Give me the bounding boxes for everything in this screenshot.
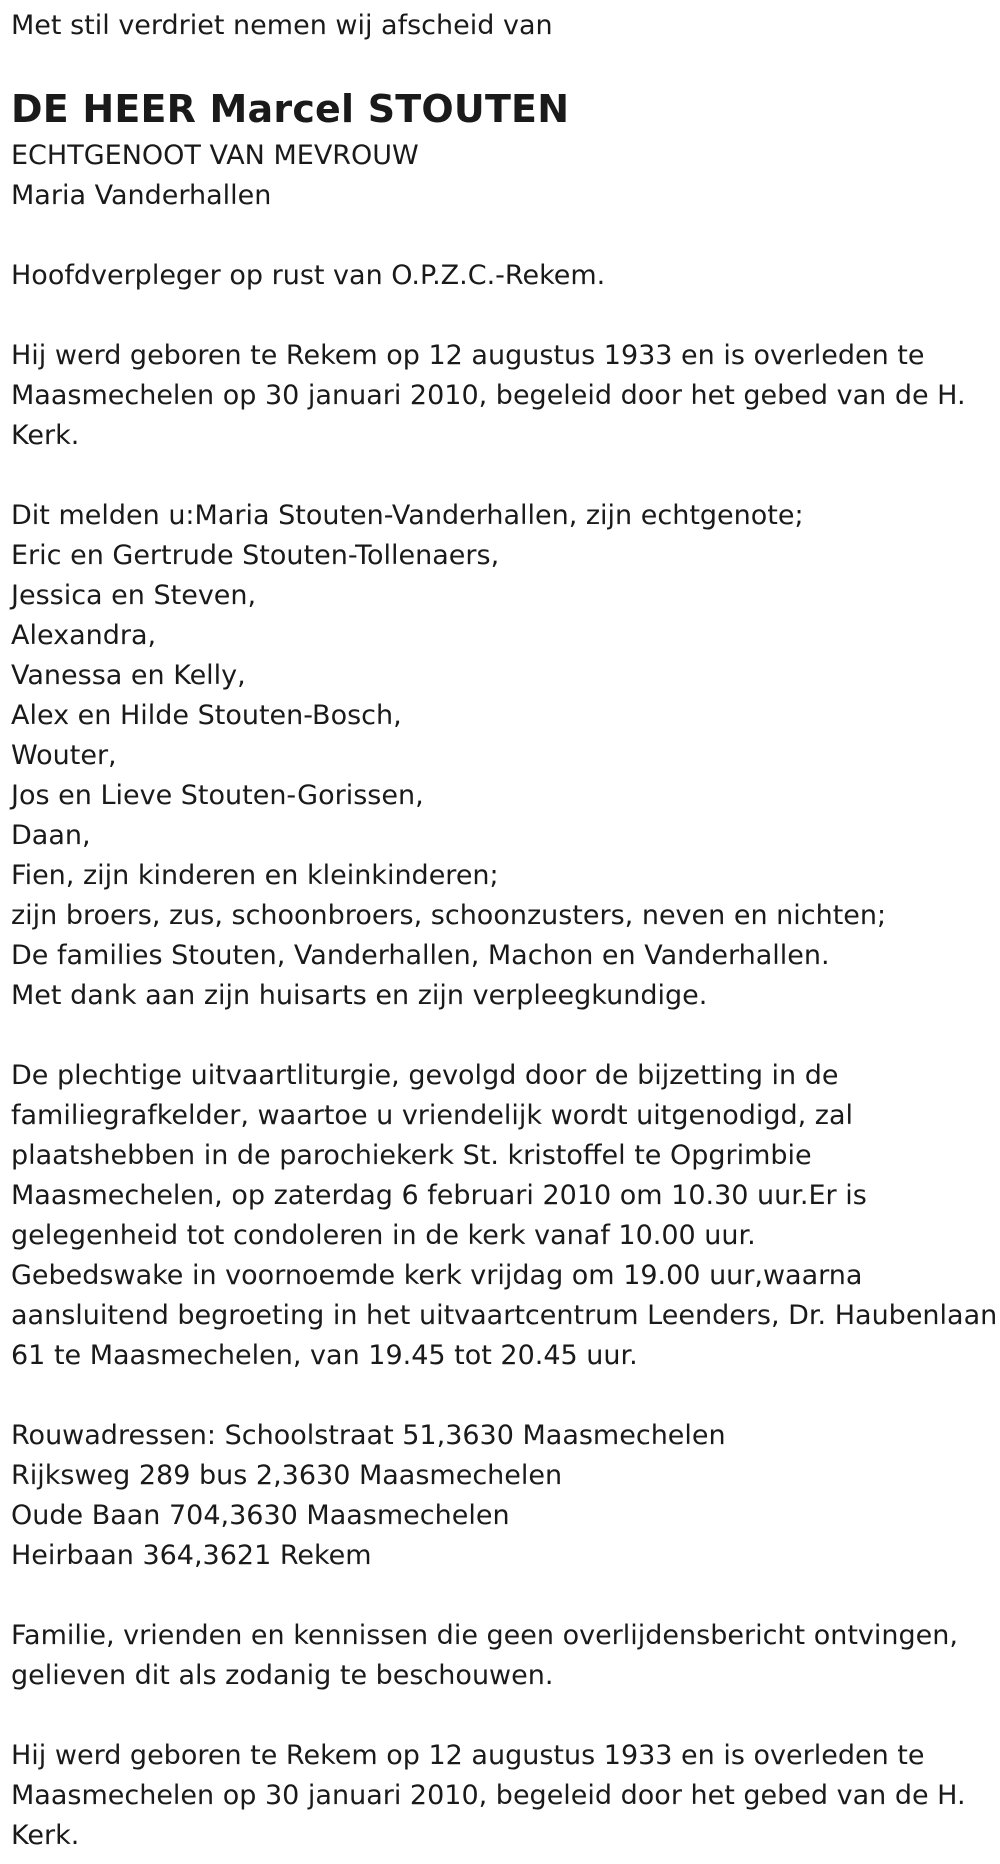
obituary-document <box>11 6 996 1856</box>
address-line: Rouwadressen: Schoolstraat 51,3630 Maasmechelen <box>11 1420 726 1451</box>
address-line: Oude Baan 704,3630 Maasmechelen <box>11 1500 510 1531</box>
paragraph-line: Familie, vrienden en kennissen die geen overlijdensbericht ontvingen, <box>11 1620 958 1651</box>
family-line: Jessica en Steven, <box>11 580 257 611</box>
family-line: Eric en Gertrude Stouten-Tollenaers, <box>11 540 500 571</box>
spouse-name: Maria Vanderhallen <box>11 180 272 211</box>
notice-paragraph <box>11 1616 996 1696</box>
family-line: Wouter, <box>11 740 117 771</box>
paragraph-line: plaatshebben in de parochiekerk St. kristoffel te Opgrimbie <box>11 1140 812 1171</box>
paragraph-line: Kerk. <box>11 420 80 451</box>
family-line: Fien, zijn kinderen en kleinkinderen; <box>11 860 499 891</box>
family-list <box>11 496 996 1016</box>
deceased-name: DE HEER Marcel STOUTEN <box>11 87 570 131</box>
intro-text: Met stil verdriet nemen wij afscheid van <box>11 10 553 41</box>
family-line: Alexandra, <box>11 620 157 651</box>
paragraph-line: aansluitend begroeting in het uitvaartcentrum Leenders, Dr. Haubenlaan <box>11 1300 998 1331</box>
birth-death-paragraph <box>11 336 996 456</box>
paragraph-line: De plechtige uitvaartliturgie, gevolgd door de bijzetting in de <box>11 1060 839 1091</box>
family-line: Met dank aan zijn huisarts en zijn verpleegkundige. <box>11 980 708 1011</box>
spacer <box>11 1376 996 1416</box>
paragraph-line: Kerk. <box>11 1820 80 1851</box>
spacer <box>11 456 996 496</box>
address-line: Heirbaan 364,3621 Rekem <box>11 1540 372 1571</box>
spacer <box>11 216 996 256</box>
family-line: Dit melden u:Maria Stouten-Vanderhallen, zijn echtgenote; <box>11 500 804 531</box>
family-line: zijn broers, zus, schoonbroers, schoonzusters, neven en nichten; <box>11 900 887 931</box>
spacer <box>11 1696 996 1736</box>
family-line: Vanessa en Kelly, <box>11 660 246 691</box>
funeral-paragraph <box>11 1056 996 1376</box>
paragraph-line: gelegenheid tot condoleren in de kerk vanaf 10.00 uur. <box>11 1220 756 1251</box>
addresses-list <box>11 1416 996 1576</box>
paragraph-line: Gebedswake in voornoemde kerk vrijdag om 19.00 uur,waarna <box>11 1260 863 1291</box>
spacer <box>11 1576 996 1616</box>
family-line: Alex en Hilde Stouten-Bosch, <box>11 700 402 731</box>
family-line: Jos en Lieve Stouten-Gorissen, <box>11 780 424 811</box>
address-line: Rijksweg 289 bus 2,3630 Maasmechelen <box>11 1460 563 1491</box>
paragraph-line: Maasmechelen op 30 januari 2010, begeleid door het gebed van de H. <box>11 380 966 411</box>
paragraph-line: gelieven dit als zodanig te beschouwen. <box>11 1660 554 1691</box>
birth-death-paragraph-repeat <box>11 1736 996 1856</box>
family-line: Daan, <box>11 820 91 851</box>
paragraph-line: 61 te Maasmechelen, van 19.45 tot 20.45 uur. <box>11 1340 638 1371</box>
paragraph-line: Maasmechelen op 30 januari 2010, begeleid door het gebed van de H. <box>11 1780 966 1811</box>
family-line: De families Stouten, Vanderhallen, Machon en Vanderhallen. <box>11 940 830 971</box>
occupation-text: Hoofdverpleger op rust van O.P.Z.C.-Rekem. <box>11 260 606 291</box>
paragraph-line: familiegrafkelder, waartoe u vriendelijk wordt uitgenodigd, zal <box>11 1100 854 1131</box>
paragraph-line: Maasmechelen, op zaterdag 6 februari 2010 om 10.30 uur.Er is <box>11 1180 867 1211</box>
spacer <box>11 296 996 336</box>
paragraph-line: Hij werd geboren te Rekem op 12 augustus 1933 en is overleden te <box>11 1740 925 1771</box>
paragraph-line: Hij werd geboren te Rekem op 12 augustus 1933 en is overleden te <box>11 340 925 371</box>
spacer <box>11 1016 996 1056</box>
spouse-heading: ECHTGENOOT VAN MEVROUW <box>11 140 419 171</box>
